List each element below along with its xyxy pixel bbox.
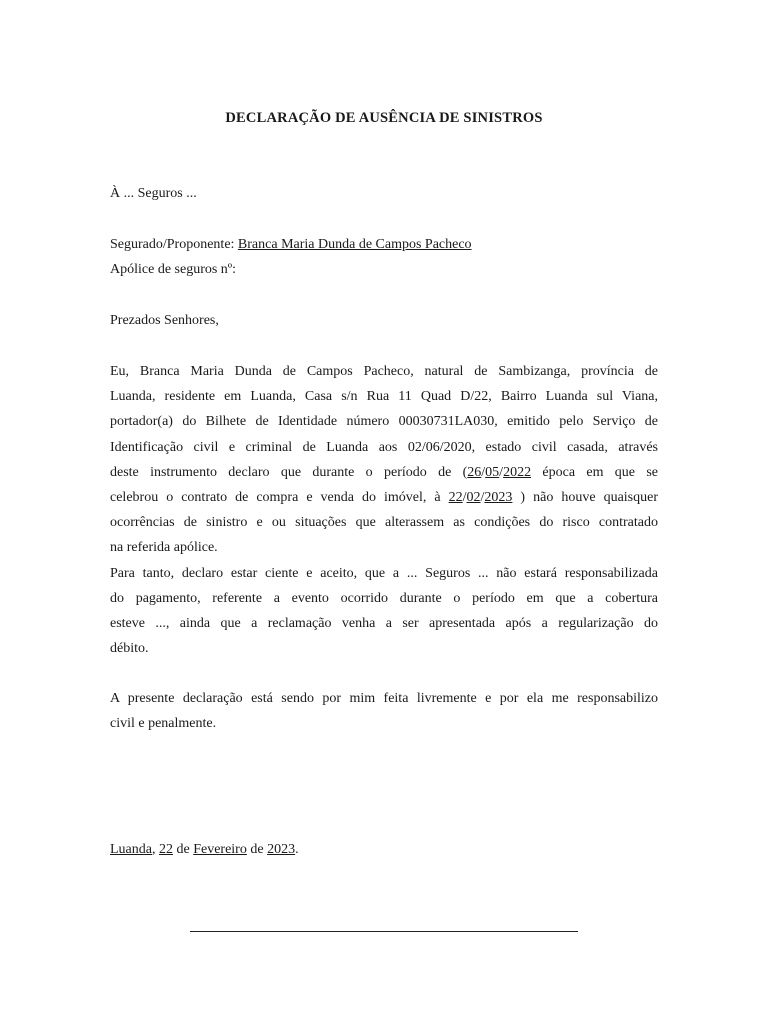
period-start-day: 26 xyxy=(467,464,482,480)
salutation: Prezados Senhores, xyxy=(110,313,219,328)
body-line: Luanda, residente em Luanda, Casa s/n Rua 11 Quad D/22, Bairro Luanda sul Viana, xyxy=(110,389,658,405)
date-year: 2023 xyxy=(267,842,296,857)
closing-line: civil e penalmente. xyxy=(110,716,217,732)
period-start-month: 05 xyxy=(485,464,500,480)
place-city: Luanda xyxy=(110,842,152,857)
document-title: DECLARAÇÃO DE AUSÊNCIA DE SINISTROS xyxy=(225,110,543,126)
body-line: Eu, Branca Maria Dunda de Campos Pacheco, natural de Sambizanga, província de xyxy=(110,364,658,379)
insured-name: Branca Maria Dunda de Campos Pacheco xyxy=(237,237,472,252)
body-line: do pagamento, referente a evento ocorrido durante o período em que a cobertura xyxy=(110,590,658,606)
closing-paragraph xyxy=(110,686,658,736)
period-line: deste instrumento declaro que durante o período de (26/05/2022 época em que se xyxy=(110,464,658,480)
body-line: Identificação civil e criminal de Luanda aos 02/06/2020, estado civil casada, através xyxy=(110,439,658,455)
period-end-year: 2023 xyxy=(484,490,513,506)
policy-line xyxy=(110,262,236,278)
body-line: na referida apólice. xyxy=(110,540,218,556)
period-end-day: 22 xyxy=(448,490,463,506)
period-start-year: 2022 xyxy=(503,464,532,480)
period-end-month: 02 xyxy=(466,490,481,506)
place-date: Luanda, 22 de Fevereiro de 2023. xyxy=(110,842,299,857)
body-line: esteve ..., ainda que a reclamação venha a ser apresentada após a regularização do xyxy=(110,616,658,632)
declaration-paragraph xyxy=(110,359,658,661)
date-day: 22 xyxy=(158,842,173,857)
body-line: Para tanto, declaro estar ciente e aceito, que a ... Seguros ... não estará responsabilizada xyxy=(110,565,658,581)
body-line: portador(a) do Bilhete de Identidade número 00030731LA030, emitido pelo Serviço de xyxy=(110,414,658,430)
body-line: ocorrências de sinistro e ou situações que alterassem as condições do risco contratado xyxy=(110,515,658,531)
signature-line xyxy=(190,931,578,932)
date-month: Fevereiro xyxy=(193,842,247,857)
addressee: À ... Seguros ... xyxy=(110,186,197,201)
policy-label: Apólice de seguros nº: xyxy=(110,262,237,277)
insured-label: Segurado/Proponente: xyxy=(110,237,235,252)
closing-line: A presente declaração está sendo por mim feita livremente e por ela me responsabilizo xyxy=(110,691,658,706)
insured-line xyxy=(110,237,472,253)
body-line: débito. xyxy=(110,641,149,657)
contract-line: celebrou o contrato de compra e venda do imóvel, à 22/02/2023 ) não houve quaisquer xyxy=(110,490,658,506)
